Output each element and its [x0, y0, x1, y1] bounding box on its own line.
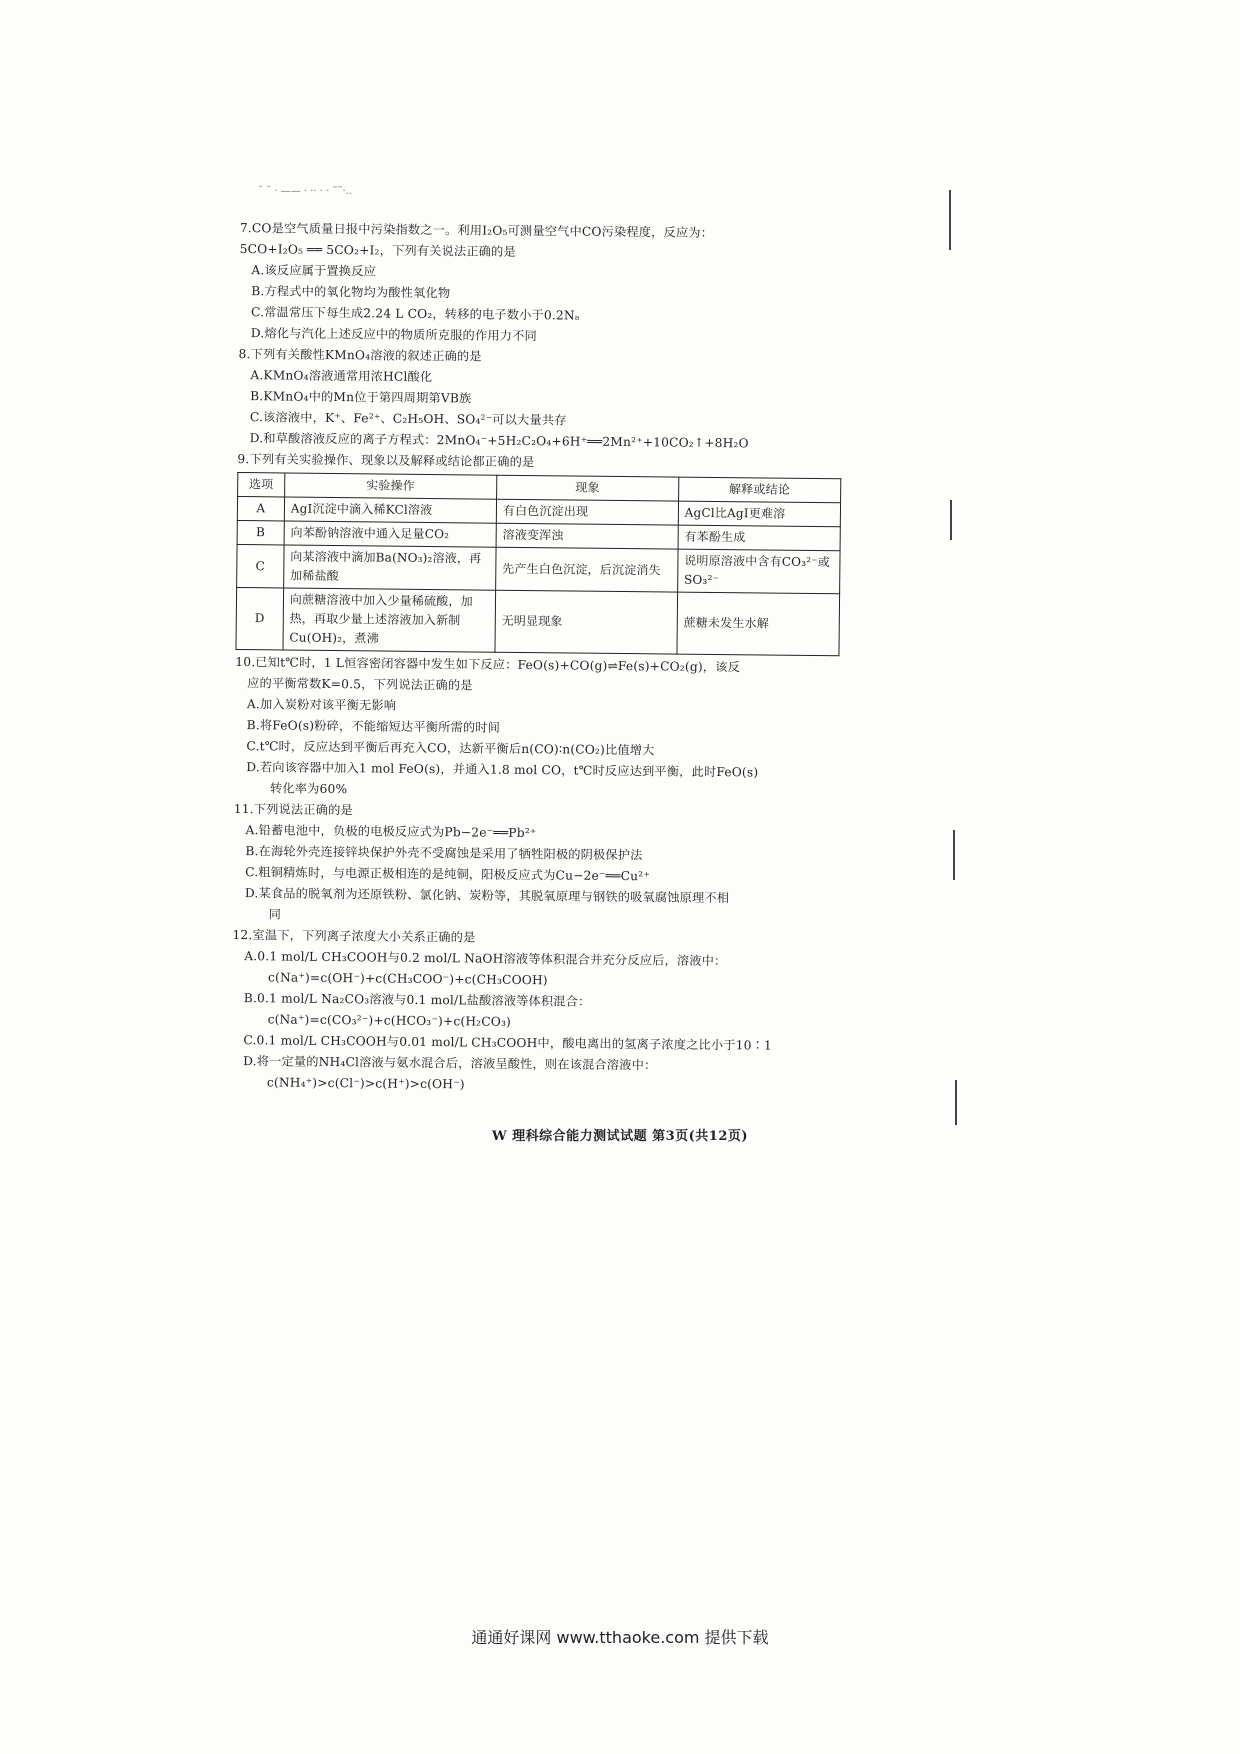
option-a: A.0.1 mol/L CH₃COOH与0.2 mol/L NaOH溶液等体积混合并充分反应后，溶液中：: [244, 949, 727, 969]
question-stem: 9.下列有关实验操作、现象以及解释或结论都正确的是: [237, 451, 535, 470]
table-row: [237, 544, 840, 593]
question-7: [239, 218, 860, 350]
option-c: C.常温常压下每生成2.24 L CO₂，转移的电子数小于0.2Nₐ: [250, 305, 580, 323]
question-8: [238, 344, 859, 455]
source-watermark: 通通好课网 www.tthaoke.com 提供下载: [471, 1628, 769, 1647]
question-stem: 11.下列说法正确的是: [233, 801, 353, 818]
option-c: C.0.1 mol/L CH₃COOH与0.01 mol/L CH₃COOH中，酸电离出的氢离子浓度之比小于10∶1: [243, 1033, 772, 1053]
exam-page: [231, 218, 860, 1099]
scan-margin-line: [953, 830, 955, 880]
table-cell: B: [237, 520, 284, 544]
option-d: D.将一定量的NH₄Cl溶液与氨水混合后，溶液呈酸性，则在该混合溶液中：: [243, 1054, 657, 1073]
option-a: A.KMnO₄溶液通常用浓HCl酸化: [250, 368, 433, 385]
question-stem: 10.已知t℃时，1 L恒容密闭容器中发生如下反应：FeO(s)+CO(g)⇌Fe(s)+CO₂(g)，该反: [235, 654, 741, 675]
scan-margin-line: [950, 500, 952, 540]
table-cell: 向蔗糖溶液中加入少量稀硫酸，加热，再取少量上述溶液加入新制Cu(OH)₂，煮沸: [283, 588, 496, 652]
option-d-continued: 同: [268, 907, 282, 922]
scan-margin-line: [955, 1080, 957, 1125]
table-header-cell: 选项: [238, 472, 285, 496]
option-d: D.某食品的脱氧剂为还原铁粉、氯化钠、炭粉等，其脱氧原理与钢铁的吸氧腐蚀原理不相: [244, 886, 730, 906]
table-cell: AgCl比AgI更难溶: [678, 501, 840, 527]
table-header-cell: 解释或结论: [678, 477, 840, 503]
scan-margin-line: [949, 190, 951, 250]
option-c: C.该溶液中，K⁺、Fe²⁺、C₂H₅OH、SO₄²⁻可以大量共存: [249, 410, 567, 428]
question-12: [231, 925, 853, 1099]
option-c: C.t℃时，反应达到平衡后再充入CO，达新平衡后n(CO)∶n(CO₂)比值增大: [246, 739, 655, 758]
question-stem: 7.CO是空气质量日报中污染指数之一。利用I₂O₅可测量空气中CO污染程度，反应为：: [239, 220, 714, 240]
option-d: D.若向该容器中加入1 mol FeO(s)，并通入1.8 mol CO，t℃时反应达到平衡，此时FeO(s): [246, 760, 759, 780]
reaction-equation: 5CO+I₂O₅ ══ 5CO₂+I₂，下列有关说法正确的是: [239, 241, 516, 259]
option-b: B.将FeO(s)粉碎，不能缩短达平衡所需的时间: [246, 718, 501, 735]
table-cell: A: [237, 496, 284, 520]
option-b: B.0.1 mol/L Na₂CO₃溶液与0.1 mol/L盐酸溶液等体积混合：: [243, 991, 591, 1009]
option-d-expression: c(NH₄⁺)>c(Cl⁻)>c(H⁺)>c(OH⁻): [266, 1075, 465, 1092]
table-cell: 向苯酚钠溶液中通入足量CO₂: [284, 521, 496, 547]
scan-smudge-top: ˘ ˘ · —— · ·· · · ˜˜·..: [258, 186, 353, 197]
table-cell: AgI沉淀中滴入稀KCl溶液: [284, 497, 496, 523]
experiment-table: [235, 472, 841, 656]
question-stem: 12.室温下，下列离子浓度大小关系正确的是: [232, 927, 476, 945]
page-footer: W 理科综合能力测试试题 第3页(共12页): [491, 1129, 749, 1144]
option-d-continued: 转化率为60%: [269, 781, 348, 797]
option-b: B.在海轮外壳连接锌块保护外壳不受腐蚀是采用了牺牲阳极的阴极保护法: [245, 844, 643, 863]
table-cell: 有苯酚生成: [678, 525, 840, 551]
table-cell: D: [236, 587, 283, 649]
option-a: A.铅蓄电池中，负极的电极反应式为Pb−2e⁻══Pb²⁺: [245, 823, 537, 841]
table-cell: 先产生白色沉淀，后沉淀消失: [495, 547, 677, 592]
question-9: [235, 449, 857, 656]
question-stem: 8.下列有关酸性KMnO₄溶液的叙述正确的是: [238, 346, 482, 364]
option-b: B.KMnO₄中的Mn位于第四周期第VB族: [250, 389, 472, 406]
table-header-cell: 现象: [496, 475, 678, 501]
option-c: C.粗铜精炼时，与电源正极相连的是纯铜，阳极反应式为Cu−2e⁻══Cu²⁺: [245, 865, 651, 884]
option-b: B.方程式中的氧化物均为酸性氧化物: [251, 284, 451, 301]
option-b-expression: c(Na⁺)=c(CO₃²⁻)+c(HCO₃⁻)+c(H₂CO₃): [267, 1012, 512, 1029]
option-d: D.熔化与汽化上述反应中的物质所克服的作用力不同: [250, 326, 537, 344]
table-row: [236, 587, 840, 655]
option-d: D.和草酸溶液反应的离子方程式：2MnO₄⁻+5H₂C₂O₄+6H⁺══2Mn²⁺+10CO₂↑+8H₂O: [249, 431, 749, 451]
table-cell: 溶液变浑浊: [496, 523, 678, 549]
question-10: [234, 652, 856, 805]
table-cell: 向某溶液中滴加Ba(NO₃)₂溶液，再加稀盐酸: [283, 545, 495, 590]
question-stem-continued: 应的平衡常数K=0.5，下列说法正确的是: [247, 676, 473, 693]
table-cell: 有白色沉淀出现: [496, 499, 678, 525]
table-header-cell: 实验操作: [284, 473, 496, 499]
table-cell: 说明原溶液中含有CO₃²⁻或SO₃²⁻: [677, 549, 840, 594]
table-cell: 蔗糖未发生水解: [677, 592, 840, 656]
table-cell: C: [237, 544, 284, 587]
option-a-expression: c(Na⁺)=c(OH⁻)+c(CH₃COO⁻)+c(CH₃COOH): [267, 970, 548, 988]
option-a: A.加入炭粉对该平衡无影响: [246, 697, 397, 713]
table-cell: 无明显现象: [495, 590, 678, 654]
question-11: [233, 799, 854, 931]
option-a: A.该反应属于置换反应: [251, 263, 377, 279]
